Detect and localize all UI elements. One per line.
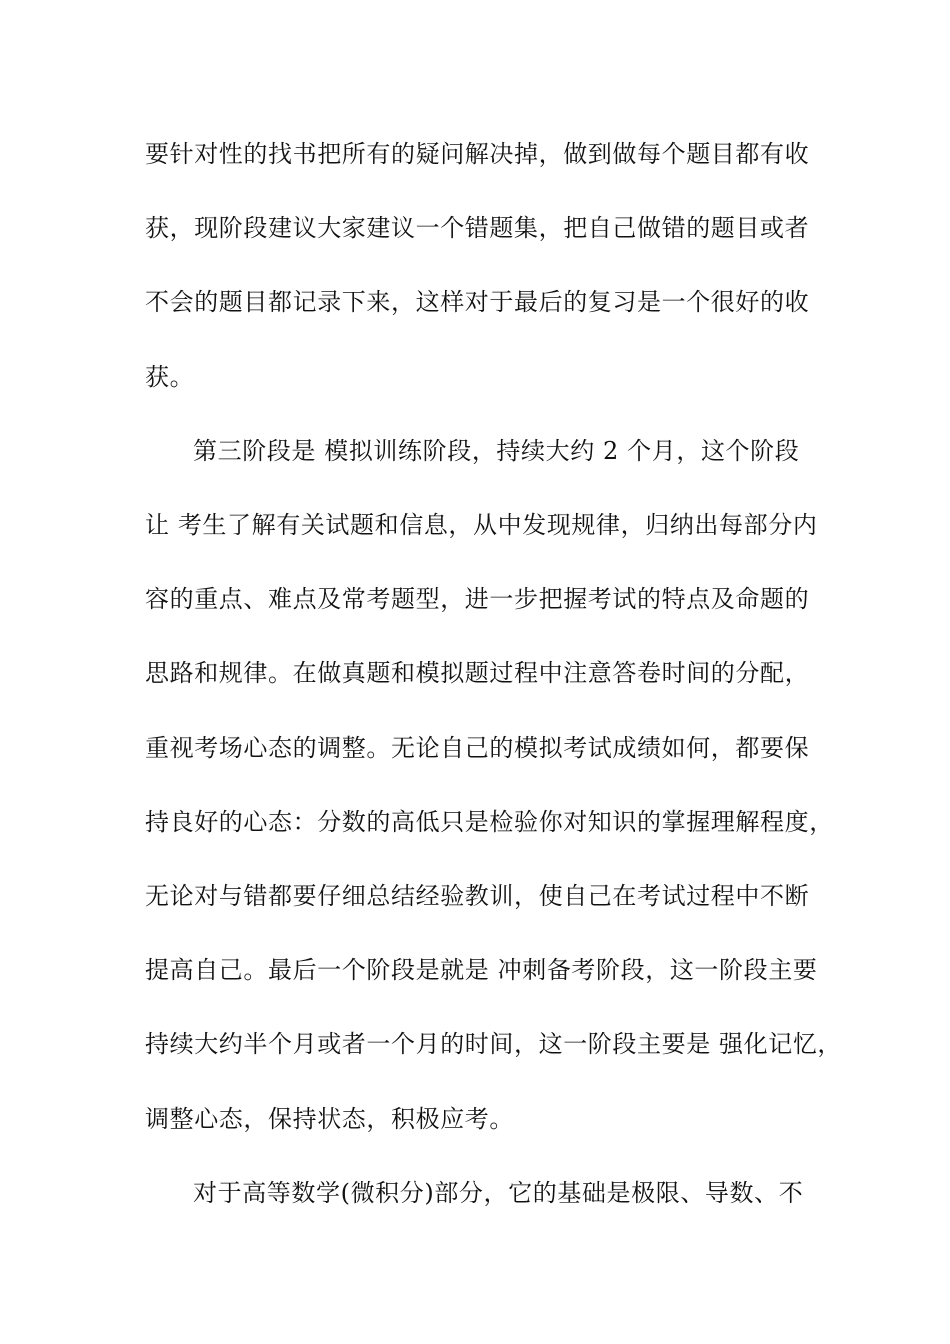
paragraph-2-line-8: 提高自己。最后一个阶段是就是 冲刺备考阶段，这一阶段主要 [145,956,818,984]
paragraph-3-line-1: 对于高等数学(微积分)部分，它的基础是极限、导数、不 [193,1179,804,1207]
paragraph-1-line-1: 要针对性的找书把所有的疑问解决掉，做到做每个题目都有收 [145,140,810,168]
paragraph-2-line-5: 重视考场心态的调整。无论自己的模拟考试成绩如何，都要保 [145,734,810,762]
paragraph-1-line-2: 获，现阶段建议大家建议一个错题集，把自己做错的题目或者 [145,214,810,242]
paragraph-2-line-3: 容的重点、难点及常考题型，进一步把握考试的特点及命题的 [145,585,810,613]
paragraph-1-line-4: 获。 [145,363,195,391]
paragraph-2-line-7: 无论对与错都要仔细总结经验教训，使自己在考试过程中不断 [145,882,810,910]
paragraph-2-line-2: 让 考生了解有关试题和信息，从中发现规律，归纳出每部分内 [145,511,818,539]
paragraph-2-line-1: 第三阶段是 模拟训练阶段，持续大约 2 个月，这个阶段 [193,437,800,465]
paragraph-2-line-6: 持良好的心态：分数的高低只是检验你对知识的掌握理解程度， [145,808,834,836]
paragraph-1-line-3: 不会的题目都记录下来，这样对于最后的复习是一个很好的收 [145,288,810,316]
paragraph-2-line-10: 调整心态，保持状态，积极应考。 [145,1105,514,1133]
paragraph-2-line-4: 思路和规律。在做真题和模拟题过程中注意答卷时间的分配， [145,659,810,687]
paragraph-2-line-9: 持续大约半个月或者一个月的时间，这一阶段主要是 强化记忆， [145,1030,843,1058]
